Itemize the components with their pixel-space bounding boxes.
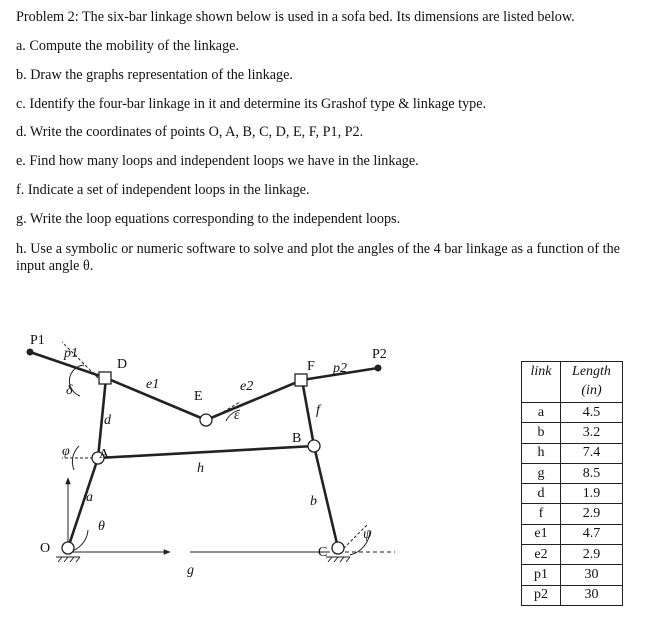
table-row (522, 484, 623, 504)
link-name: f (522, 504, 561, 524)
label-F: F (307, 359, 315, 374)
table-row (522, 463, 623, 483)
table-row (522, 585, 623, 605)
label-e1: e1 (146, 377, 160, 392)
label-e2: e2 (240, 379, 254, 394)
joint-B (308, 440, 320, 452)
question-e: e. Find how many loops and independent loops we have in the linkage. (16, 153, 419, 169)
question-h: h. Use a symbolic or numeric software to solve and plot the angles of the 4 bar linkage as a function of the input angle θ. (16, 241, 620, 274)
label-B: B (292, 431, 302, 446)
label-O: O (40, 541, 51, 556)
problem-intro: Problem 2: The six-bar linkage shown below is used in a sofa bed. Its dimensions are listed below. (16, 9, 575, 25)
joint-O (62, 542, 74, 554)
link-e2 (206, 380, 302, 420)
header-length-unit: (in) (581, 383, 602, 398)
table-row (522, 423, 623, 443)
link-length: 3.2 (561, 423, 623, 443)
question-a: a. Compute the mobility of the linkage. (16, 38, 240, 54)
link-name: h (522, 443, 561, 463)
link-name: p2 (522, 585, 561, 605)
joint-D (99, 372, 111, 384)
link-name: g (522, 463, 561, 483)
point-P2 (375, 365, 382, 372)
link-name: p1 (522, 565, 561, 585)
joint-F (295, 374, 307, 386)
link-length: 2.9 (561, 504, 623, 524)
point-P1 (27, 349, 34, 356)
link-length: 1.9 (561, 484, 623, 504)
label-phi: φ (62, 444, 70, 459)
joint-C (332, 542, 344, 554)
question-d: d. Write the coordinates of points O, A, B, C, D, E, F, P1, P2. (16, 124, 364, 140)
label-delta: δ (66, 383, 73, 398)
label-E: E (194, 389, 203, 404)
link-f (302, 380, 314, 446)
header-link: link (522, 362, 561, 403)
label-psi: ψ (363, 527, 372, 542)
joint-E (200, 414, 212, 426)
link-name: a (522, 403, 561, 423)
label-epsilon: ε (234, 408, 240, 423)
label-d: d (104, 413, 111, 428)
table-row (522, 403, 623, 423)
link-length: 30 (561, 585, 623, 605)
question-f: f. Indicate a set of independent loops in the linkage. (16, 182, 310, 198)
table-row (522, 565, 623, 585)
label-D: D (117, 357, 128, 372)
header-length-label: Length (572, 364, 611, 379)
link-name: e2 (522, 545, 561, 565)
table-row (522, 443, 623, 463)
link-length: 4.5 (561, 403, 623, 423)
label-g: g (187, 563, 194, 578)
label-p2: p2 (333, 361, 347, 376)
link-name: e1 (522, 524, 561, 544)
question-c: c. Identify the four-bar linkage in it and determine its Grashof type & linkage type. (16, 96, 487, 112)
label-b: b (310, 494, 317, 509)
link-name: d (522, 484, 561, 504)
label-f: f (316, 403, 320, 418)
link-h (98, 446, 314, 458)
label-p1: p1 (64, 346, 78, 361)
link-a (68, 458, 98, 548)
table-row (522, 524, 623, 544)
label-A: A (99, 447, 110, 462)
label-a: a (86, 490, 93, 505)
link-name: b (522, 423, 561, 443)
link-length-table (521, 361, 623, 606)
label-P2: P2 (372, 347, 387, 362)
label-h: h (197, 461, 204, 476)
link-length: 2.9 (561, 545, 623, 565)
label-P1: P1 (30, 333, 45, 348)
link-length: 7.4 (561, 443, 623, 463)
label-C: C (318, 545, 328, 560)
header-length (561, 362, 623, 403)
link-b (314, 446, 338, 548)
question-g: g. Write the loop equations corresponding to the independent loops. (16, 211, 401, 227)
question-b: b. Draw the graphs representation of the linkage. (16, 67, 293, 83)
table-row (522, 504, 623, 524)
table-row (522, 545, 623, 565)
link-length: 4.7 (561, 524, 623, 544)
label-theta: θ (98, 519, 105, 534)
link-length: 30 (561, 565, 623, 585)
link-length: 8.5 (561, 463, 623, 483)
